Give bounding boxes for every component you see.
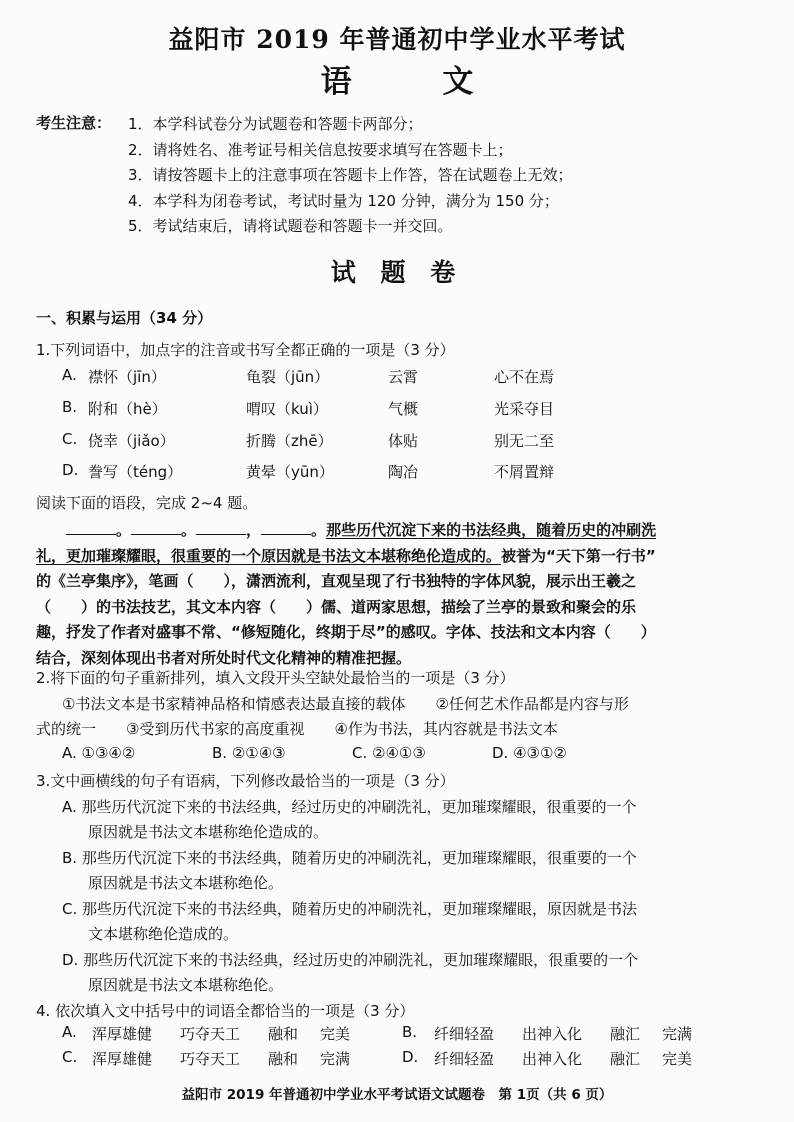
q1-stem: 1.下列词语中，加点字的注音或书写全都正确的一项是（3 分）	[36, 341, 455, 359]
q3-option-c-cont: 文本堪称绝伦造成的。	[88, 925, 239, 943]
q1-word: 黄晕（yūn）	[246, 463, 334, 481]
option-letter: B.	[62, 398, 78, 416]
underlined-sentence: 礼，更加璀璨耀眼，很重要的一个原因就是书法文本堪称绝伦造成的。	[36, 546, 502, 565]
notice-item: 5．考试结束后，请将试题卷和答题卡一并交回。	[128, 217, 453, 235]
q4-word: 纤细轻盈	[434, 1025, 495, 1043]
option-letter: A.	[62, 1023, 77, 1041]
q1-word: 体贴	[388, 432, 419, 450]
q1-word: 云霄	[388, 368, 419, 386]
q1-word: 光采夺目	[494, 400, 555, 418]
notice-items	[128, 112, 573, 240]
q3-option-b-cont: 原因就是书法文本堪称绝伦。	[88, 874, 284, 892]
q4-stem: 4. 依次填入文中括号中的词语全都恰当的一项是（3 分）	[36, 1002, 415, 1020]
passage-line-2: 礼，更加璀璨耀眼，很重要的一个原因就是书法文本堪称绝伦造成的。被誉为“天下第一行书”	[36, 546, 656, 565]
q2-sentences-line2: 式的统一 ③受到历代书家的高度重视 ④作为书法，其内容就是书法文本	[36, 720, 558, 738]
q1-word: 气概	[388, 400, 419, 418]
exam-title: 益阳市 2019 年普通初中学业水平考试	[168, 25, 626, 54]
q1-word: 侥幸（jiǎo）	[88, 432, 175, 450]
q4-word: 纤细轻盈	[434, 1050, 495, 1068]
notice-item: 4．本学科为闭卷考试，考试时量为 120 分钟，满分为 150 分；	[128, 191, 559, 210]
passage-line-6: 结合，深刻体现出书者对所处时代文化精神的精准把握。	[36, 648, 412, 667]
q2-option-c: C. ②④①③	[352, 744, 426, 762]
q2-option-b: B. ②①④③	[212, 744, 286, 762]
notice-item: 2．请将姓名、准考证号相关信息按要求填写在答题卡上；	[128, 140, 513, 159]
q1-word: 折腾（zhē）	[246, 432, 333, 450]
q2-stem: 2.将下面的句子重新排列，填入文段开头空缺处最恰当的一项是（3 分）	[36, 669, 515, 687]
q1-word: 襟怀（jīn）	[88, 368, 166, 386]
option-letter: A.	[62, 366, 77, 384]
q4-word: 完美	[662, 1050, 693, 1068]
underlined-sentence: 那些历代沉淀下来的书法经典，随着历史的冲刷洗	[326, 521, 657, 539]
option-letter: C.	[62, 430, 78, 448]
q4-word: 融汇	[610, 1050, 641, 1068]
q3-option-b: B. 那些历代沉淀下来的书法经典，随着历史的冲刷洗礼，更加璀璨耀眼，很重要的一个	[62, 849, 637, 867]
q1-word: 喟叹（kuì）	[246, 400, 328, 418]
q3-option-d-cont: 原因就是书法文本堪称绝伦。	[88, 976, 284, 994]
q4-word: 浑厚雄健	[92, 1025, 153, 1043]
q3-stem: 3.文中画横线的句子有语病，下列修改最恰当的一项是（3 分）	[36, 772, 455, 790]
q4-word: 融和	[268, 1050, 299, 1068]
q3-option-a: A. 那些历代沉淀下来的书法经典，经过历史的冲刷洗礼，更加璀璨耀眼，很重要的一个	[62, 798, 637, 816]
q4-word: 完满	[320, 1050, 351, 1068]
q1-word: 誊写（téng）	[88, 463, 183, 481]
passage-line-1: 。 。 ， 。那些历代沉淀下来的书法经典，随着历史的冲刷洗	[36, 518, 758, 544]
q3-option-d: D. 那些历代沉淀下来的书法经典，经过历史的冲刷洗礼，更加璀璨耀眼，很重要的一个	[62, 951, 639, 969]
answer-blank	[261, 519, 311, 535]
reading-intro: 阅读下面的语段，完成 2~4 题。	[36, 494, 258, 512]
q3-option-a-cont: 原因就是书法文本堪称绝伦造成的。	[88, 823, 329, 841]
part1-heading: 一、积累与运用（34 分）	[36, 309, 213, 327]
q4-word: 出神入化	[522, 1025, 583, 1043]
q4-word: 完美	[320, 1025, 351, 1043]
q1-word: 别无二至	[494, 432, 555, 450]
answer-blank	[66, 519, 116, 535]
q4-word: 巧夺天工	[180, 1025, 241, 1043]
q4-word: 完满	[662, 1025, 693, 1043]
q3-option-c: C. 那些历代沉淀下来的书法经典，随着历史的冲刷洗礼，更加璀璨耀眼，原因就是书法	[62, 900, 638, 918]
notice-label: 考生注意：	[36, 114, 112, 132]
passage-line-3: 的《兰亭集序》，笔画（ ），潇洒流利，直观呈现了行书独特的字体风貌，展示出王羲之	[36, 572, 637, 590]
q2-option-d: D. ④③①②	[492, 744, 567, 762]
option-letter: D.	[402, 1048, 419, 1066]
q4-word: 融汇	[610, 1025, 641, 1043]
q4-word: 融和	[268, 1025, 299, 1043]
q1-word: 附和（hè）	[88, 400, 167, 418]
q4-word: 出神入化	[522, 1050, 583, 1068]
q1-word: 心不在焉	[494, 368, 555, 386]
passage-line-5: 趣，抒发了作者对盛事不常、“修短随化，终期于尽”的感叹。字体、技法和文本内容（ ）	[36, 623, 656, 641]
q4-word: 浑厚雄健	[92, 1050, 153, 1068]
q1-word: 龟裂（jūn）	[246, 368, 330, 386]
answer-blank	[131, 519, 181, 535]
passage-line-4: （ ）的书法技艺，其文本内容（ ）儒、道两家思想，描绘了兰亭的景致和聚会的乐	[36, 597, 637, 616]
option-letter: D.	[62, 461, 79, 479]
subject-title: 语 文	[320, 64, 514, 100]
answer-blank	[196, 519, 246, 535]
q1-word: 不屑置辩	[494, 463, 555, 481]
q1-word: 陶冶	[388, 463, 419, 481]
option-letter: B.	[402, 1023, 418, 1041]
option-letter: C.	[62, 1048, 78, 1066]
notice-item: 3．请按答题卡上的注意事项在答题卡上作答，答在试题卷上无效；	[128, 166, 573, 184]
q2-sentences-line1: ①书法文本是书家精神品格和情感表达最直接的载体 ②任何艺术作品都是内容与形	[62, 695, 629, 713]
passage	[36, 518, 758, 671]
page-footer: 益阳市 2019 年普通初中学业水平考试语文试题卷 第 1页（共 6 页）	[181, 1087, 613, 1103]
notice-item: 1．本学科试卷分为试题卷和答题卡两部分；	[128, 115, 423, 133]
section-title: 试 题 卷	[330, 258, 464, 287]
q4-word: 巧夺天工	[180, 1050, 241, 1068]
q2-option-a: A. ①③④②	[62, 744, 136, 762]
